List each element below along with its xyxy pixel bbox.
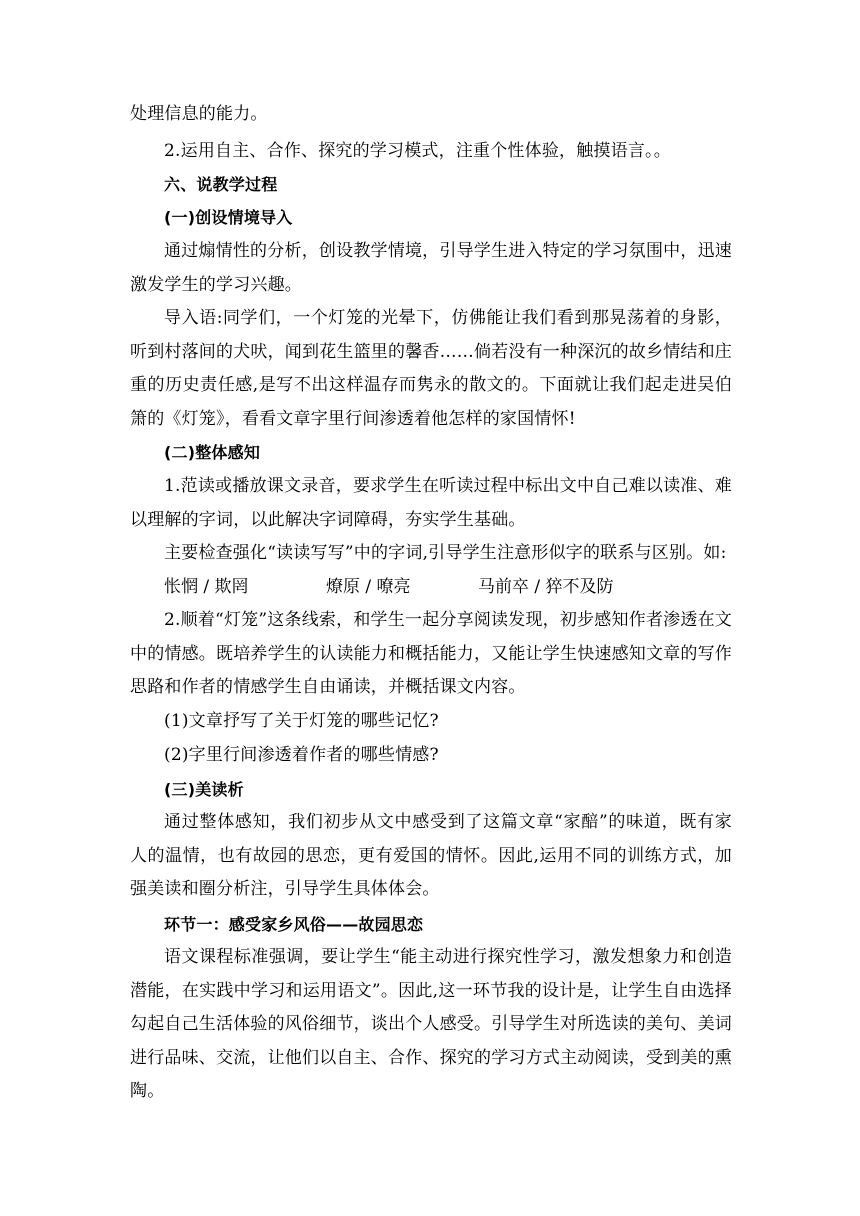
subheading-overall-perception: (二)整体感知 bbox=[164, 443, 261, 462]
paragraph-objective-2: 2.运用自主、合作、探究的学习模式，注重个性体验，触摸语言。。 bbox=[164, 141, 671, 161]
subheading-situation-intro: (一)创设情境导入 bbox=[164, 208, 293, 227]
paragraph-word-check: 主要检查强化“读读写写”中的字词,引导学生注意形似字的联系与区别。如: bbox=[164, 543, 727, 563]
word-pair-2: 燎原 / 嘹亮 bbox=[326, 577, 411, 597]
paragraph-lantern-clue: 2.顺着“灯笼”这条线索，和学生一起分享阅读发现，初步感知作者渗透在文中的情感。既培养学生的认读能力和概括能力，又能让学生快速感知文章的写作思路和作者的情感学生自由诵读，并概括课文内容。 bbox=[130, 610, 732, 698]
paragraph-continuation: 处理信息的能力。 bbox=[130, 104, 268, 124]
word-pairs-row bbox=[164, 570, 732, 604]
paragraph-reading: 1.范读或播放课文录音，要求学生在听读过程中标出文中自己难以读准、难以理解的字词，以此解决字词障碍，夯实学生基础。 bbox=[130, 476, 732, 530]
question-2: (2)字里行间渗透着作者的哪些情感? bbox=[164, 745, 439, 765]
paragraph-link-1: 语文课程标准强调，要让学生“能主动进行探究性学习，激发想象力和创造潜能，在实践中学习和运用语文”。因此,这一环节我的设计是，让学生自由选择勾起自己生活体验的风俗细节，谈出个人感受。引导学生对所选读的美句、美词进行品味、交流，让他们以自主、合作、探究的学习方式主动阅读，受到美的熏陶。 bbox=[130, 947, 732, 1102]
subheading-link-1: 环节一：感受家乡风俗——故园思恋 bbox=[164, 915, 424, 934]
paragraph-situation: 通过煽情性的分析，创设教学情境，引导学生进入特定的学习氛围中，迅速激发学生的学习兴趣。 bbox=[130, 241, 732, 295]
subheading-aesthetic-reading: (三)美读析 bbox=[164, 780, 244, 799]
section-heading-teaching-process: 六、说教学过程 bbox=[164, 175, 278, 194]
word-pair-1: 怅惘 / 欺罔 bbox=[164, 577, 249, 597]
question-1: (1)文章抒写了关于灯笼的哪些记忆? bbox=[164, 711, 439, 731]
paragraph-intro-speech: 导入语:同学们，一个灯笼的光晕下，仿佛能让我们看到那晃荡着的身影，听到村落间的犬吠，闻到花生篮里的馨香……倘若没有一种深沉的故乡情结和庄重的历史责任感,是写不出这样温存而隽永的散文的。下面就让我们起走进吴伯箫的《灯笼》，看看文章字里行间渗透着他怎样的家国情怀! bbox=[130, 308, 732, 429]
word-pair-3: 马前卒 / 猝不及防 bbox=[478, 577, 614, 597]
paragraph-aesthetic: 通过整体感知，我们初步从文中感受到了这篇文章“家醅”的味道，既有家人的温情，也有故园的思恋，更有爱国的情怀。因此,运用不同的训练方式，加强美读和圈分析注，引导学生具体体会。 bbox=[130, 812, 732, 900]
